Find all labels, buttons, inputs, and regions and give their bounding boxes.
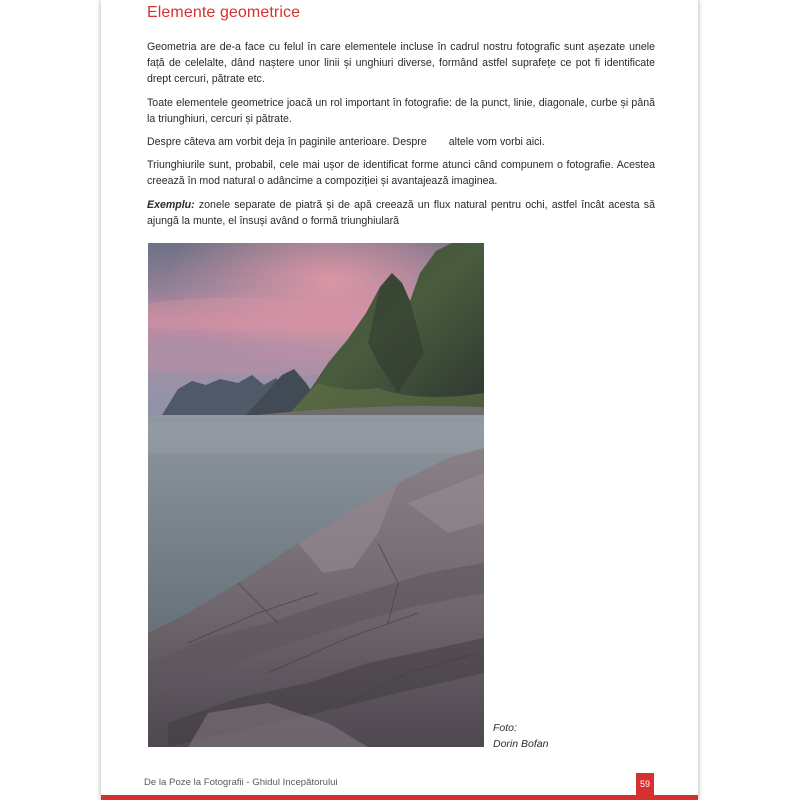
footer-bar: [101, 795, 698, 800]
paragraph-previous-pages-end: altele vom vorbi aici.: [448, 136, 545, 149]
paragraph-geometric-elements: Toate elementele geometrice joacă un rol important în fotografie: de la punct, linie, diagonale, curbe și până la triunghiuri, cercuri și pătrate.: [147, 96, 655, 125]
page-title: Elemente geometrice: [147, 4, 301, 21]
book-page: [101, 0, 698, 800]
example-text: zonele separate de piatră și de apă creează un flux natural pentru ochi, astfel încât acesta să ajungă la munte, el însuși având o formă triunghiulară: [147, 198, 655, 227]
caption-label: Foto:: [493, 722, 517, 734]
paragraph-triangles: Triunghiurile sunt, probabil, cele mai ușor de identificat forme atunci când compunem o fotografie. Acestea creează în mod natural o adâncime a compoziției și avantajează imaginea.: [147, 159, 655, 188]
paragraph-example: [147, 197, 655, 229]
landscape-photo: [148, 243, 484, 747]
body-text: [147, 39, 655, 236]
example-label: Exemplu:: [147, 198, 195, 211]
page-number: 59: [636, 773, 654, 795]
paragraph-previous-pages-start: Despre câteva am vorbit deja în paginile anterioare. Despre: [147, 136, 427, 149]
paragraph-geometry-intro: Geometria are de-a face cu felul în care elementele incluse în cadrul nostru fotografic sunt așezate unele față de celelalte, dând naștere unor linii și unghiuri diverse, formând astfel suprafețe ce pot fi identificate drept cercuri, pătrate etc.: [147, 41, 655, 86]
photo-caption: [493, 720, 548, 752]
paragraph-previous-pages: [147, 134, 655, 150]
caption-author: Dorin Bofan: [493, 738, 549, 750]
footer-book-title: De la Poze la Fotografii - Ghidul Incepătorului: [144, 777, 338, 788]
